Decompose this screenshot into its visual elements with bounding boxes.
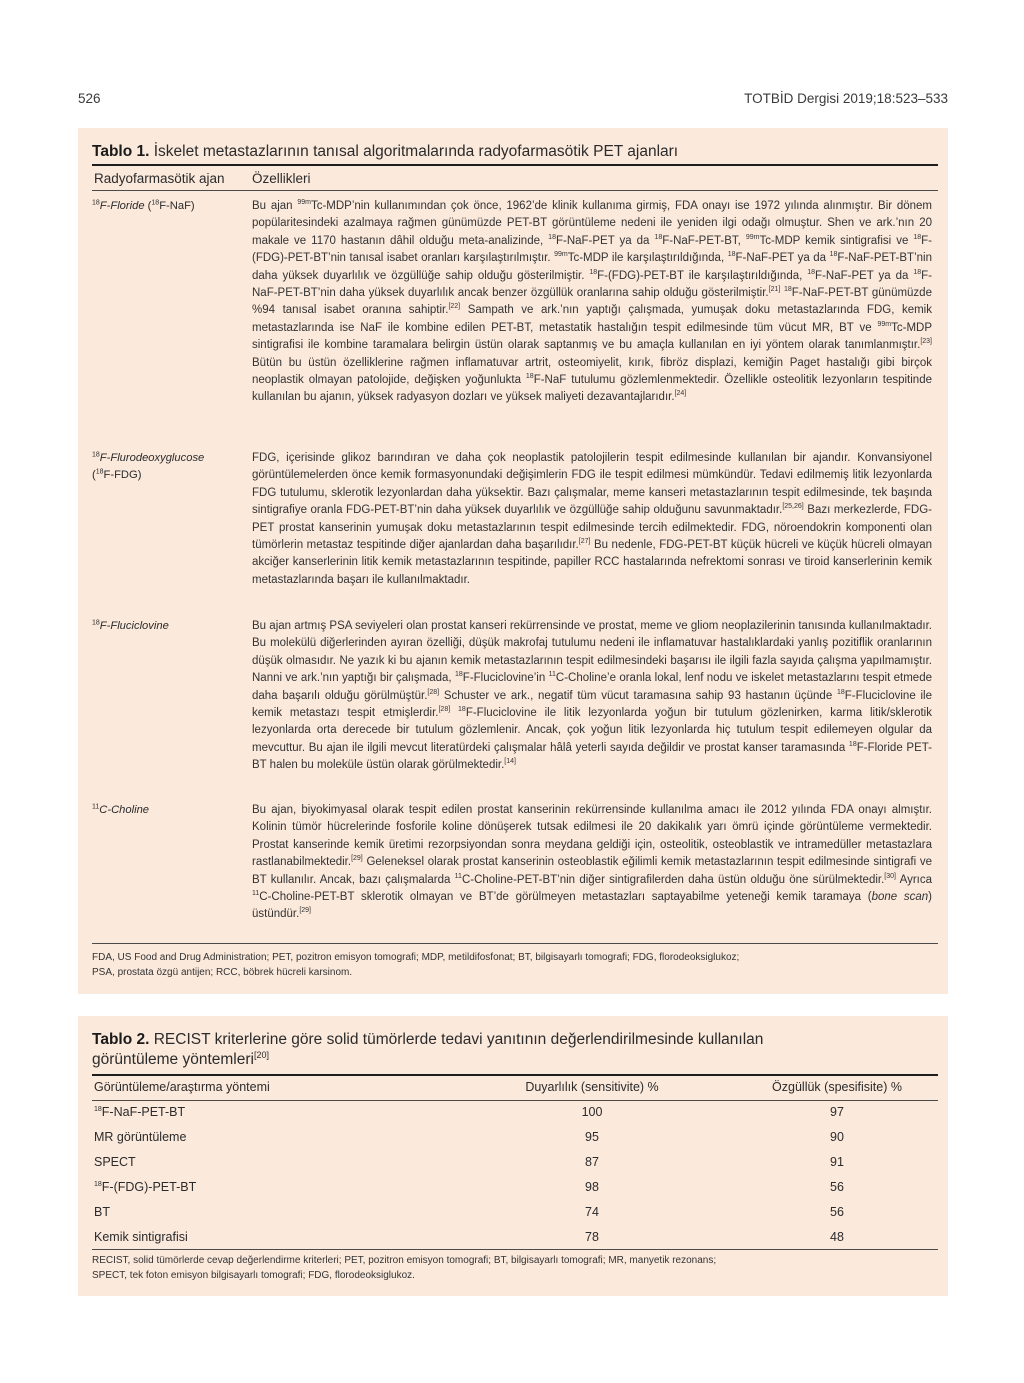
table-row-description: Bu ajan artmış PSA seviyeleri olan prostat kanseri rekürrensinde ve prostat, meme ve gliom neoplazilerinin tanısında kullanılmaktadır. Bu molekülü diğerlerinden ayıran özelliği, düşük makrofaj tutulumu nedeni ile inflamatuvar hastalıklardaki yanlış pozitiflik oranlarının düşük olmasıdır. Ne yazık ki bu ajanın kemik metastazlarının tespit edilmesindeki başarısı ile ilgili fazla sayıda çalışma yapılmamıştır. Nanni ve ark.’nın yaptığı bir çalışmada, $^{18}$F-Fluciclovine’in $^{11}$C-Choline’e oranla lokal, lenf nodu ve iskelet metastazlarını tespit etmede daha başarılı olduğu görülmüştür.[28] Schuster ve ark., negatif tüm vücut taramasına sahip 93 hastanın üçünde $^{18}$F-Fluciclovine ile kemik metastazı tespit etmişlerdir.[28] $^{18}$F-Fluciclovine ile litik lezyonlarda yoğun bir tutulum gözlenirken, karma litik/sklerotik lezyonlarda orta derecede bir tutulum gözlemlenir. Ancak, çok yoğun litik lezyonlarda hiç tutulum tespit edilemeyen olgular da mevcuttur. Bu ajan ile ilgili mevcut literatürdeki çalışmalar hâlâ yeterli sayıda değildir ve prostat kanser taramasında $^{18}$F-Floride PET-BT halen bu moleküle üstün olarak görülmektedir.[14] xyxy=(252,620,932,772)
table-cell-sensitivity: 78 xyxy=(585,1230,599,1244)
table-1-col-properties: Özellikleri xyxy=(252,171,311,186)
table-row-description: Bu ajan, biyokimyasal olarak tespit edilen prostat kanserinin rekürrensinde kullanılma amacı ile 2012 yılında FDA onayı almıştır. Kolinin tümör hücrelerinde fosforile koline dönüşerek tutsak edilmesi ile 20 dakikalık yarı ömrü içinde görüntüleme vermektedir. Prostat kanserinde kemik üretimi rezorpsiyondan sonra meydana geldiği için, osteolitik, osteoblastik ve intramedüller metastazlara rastlanabilmektedir.[29] Geleneksel olarak prostat kanserinin osteoblastik eğilimli kemik metastazlarının tespit edilmesinde sintigrafi ve BT kullanılır. Ancak, bazı çalışmalarda $^{11}$C-Choline-PET-BT’nin diğer sintigrafilerden daha üstün olduğu öne sürülmektedir.[30] Ayrıca $^{11}$C-Choline-PET-BT sklerotik olmayan ve BT’de görülmeyen metastazları saptayabilme yeteneği kemik taramaya (bone scan) üstündür.[29] xyxy=(252,804,932,921)
table-1-col-agent: Radyofarmasötik ajan xyxy=(94,171,225,186)
table-2 xyxy=(78,1016,948,1296)
table-1-footnote-line: PSA, prostata özgü antijen; RCC, böbrek hücreli karsinom. xyxy=(92,967,353,978)
table-2-footnote-line: RECIST, solid tümörlerde cevap değerlendirme kriterleri; PET, pozitron emisyon tomografi; BT, bilgisayarlı tomografi; MR, manyetik rezonans; xyxy=(92,1255,717,1266)
table-cell-sensitivity: 100 xyxy=(581,1105,603,1119)
table-2-caption-line-1: RECIST kriterlerine göre solid tümörlerde tedavi yanıtının değerlendirilmesinde kullanılan xyxy=(153,1031,764,1048)
table-1-header-rule xyxy=(92,190,938,191)
table-row-agent: $^{18}$F-Floride ($^{18}$F-NaF) xyxy=(92,199,195,212)
table-cell-method: $^{18}$F-(FDG)-PET-BT xyxy=(94,1180,197,1194)
table-2-label: Tablo 2. xyxy=(92,1031,150,1048)
table-row-description: FDG, içerisinde glikoz barındıran ve daha çok neoplastik patolojilerin tespit edilmesinde kullanılan bir ajandır. Konvansiyonel görüntülemelerden önce kemik formasyonundaki değişimlerin FDG ile tespit edilmesi mümkündür. Tedavi edilmemiş litik lezyonlarda FDG tutulumu, sklerotik lezyonlardan daha yüksektir. Bazı çalışmalar, meme kanseri metastazlarının tespit edilmesinde, tek başında sintigrafiye oranla FDG-PET-BT’nin daha yüksek duyarlılık ve özgüllüğe sahip olduğunu savunmaktadır.[25,26] Bazı merkezlerde, FDG-PET prostat kanserinin yumuşak doku metastazlarının tespit edilmesinde tercih edilmektedir. FDG, nöroendokrin komponenti olan tümörlerin metastaz tespitinde diğer ajanlardan daha başarılıdır.[27] Bu nedenle, FDG-PET-BT küçük hücreli ve küçük hücreli olmayan akciğer kanserlerinin litik kemik metastazlarının tespitinde, papiller RCC hastalarında nefrektomi sonrası ve tiroid kanserlerinin kemik metastazlarında başarı ile kullanılmaktadır. xyxy=(252,452,932,586)
table-cell-method: $^{18}$F-NaF-PET-BT xyxy=(94,1105,186,1119)
journal-citation: TOTBİD Dergisi 2019;18:523–533 xyxy=(744,91,948,106)
table-cell-specificity: 90 xyxy=(830,1130,844,1144)
table-2-caption-line-2: görüntüleme yöntemleri xyxy=(92,1051,254,1068)
running-head xyxy=(78,91,948,109)
table-2-footnote xyxy=(92,1253,938,1283)
table-2-col-sensitivity: Duyarlılık (sensitivite) % xyxy=(525,1080,659,1094)
table-cell-sensitivity: 87 xyxy=(585,1155,599,1169)
table-row xyxy=(92,1226,938,1251)
table-1 xyxy=(78,128,948,994)
table-1-footnote-line: FDA, US Food and Drug Administration; PET, pozitron emisyon tomografi; MDP, metildifosfonat; BT, bilgisayarlı tomografi; FDG, florodeoksiglukoz; xyxy=(92,952,740,963)
table-cell-method: BT xyxy=(94,1205,110,1219)
page-number: 526 xyxy=(78,91,101,106)
table-row xyxy=(92,1151,938,1176)
table-cell-method: Kemik sintigrafisi xyxy=(94,1230,188,1244)
table-2-bottom-rule xyxy=(92,1249,938,1250)
table-cell-sensitivity: 74 xyxy=(585,1205,599,1219)
table-1-label: Tablo 1. xyxy=(92,143,150,160)
table-2-col-specificity: Özgüllük (spesifisite) % xyxy=(772,1080,902,1094)
table-1-top-rule xyxy=(92,164,938,166)
table-row-agent: $^{18}$F-Flurodeoxyglucose ($^{18}$F-FDG) xyxy=(92,451,205,481)
table-1-title xyxy=(92,142,938,162)
table-cell-specificity: 48 xyxy=(830,1230,844,1244)
table-cell-sensitivity: 98 xyxy=(585,1180,599,1194)
table-2-footnote-line: SPECT, tek foton emisyon bilgisayarlı tomografi; FDG, florodeoksiglukoz. xyxy=(92,1270,415,1281)
table-2-col-method: Görüntüleme/araştırma yöntemi xyxy=(94,1080,270,1094)
table-cell-specificity: 91 xyxy=(830,1155,844,1169)
table-cell-specificity: 97 xyxy=(830,1105,844,1119)
table-2-reference: [20] xyxy=(253,1049,269,1060)
table-row-description: Bu ajan $^{99m}$Tc-MDP’nin kullanımından çok önce, 1962’de klinik kullanıma girmiş, FDA onayı ise 1972 yılında alınmıştır. Bir dönem popülaritesindeki azalmaya rağmen günümüzde PET-BT görüntüleme nedeni ile yeniden ilgi odağı olmuştur. Shen ve ark.’nın 20 makale ve 1170 hastanın dâhil olduğu meta-analizinde, $^{18}$F-NaF-PET ya da $^{18}$F-NaF-PET-BT, $^{99m}$Tc-MDP kemik sintigrafisi ve $^{18}$F-(FDG)-PET-BT’nin tanısal isabet oranları karşılaştırılmıştır. $^{99m}$Tc-MDP ile karşılaştırıldığında, $^{18}$F-NaF-PET ya da $^{18}$F-NaF-PET-BT’nin daha yüksek duyarlılık ve özgüllüğe sahip olduğu gösterilmiştir. $^{18}$F-(FDG)-PET-BT ile karşılaştırıldığında, $^{18}$F-NaF-PET ya da $^{18}$F-NaF-PET-BT’nin daha yüksek duyarlılık ancak benzer özgüllük oranlarına sahip olduğu gösterilmiştir.[21] $^{18}$F-NaF-PET-BT günümüzde %94 tanısal isabet oranına sahiptir.[22] Sampath ve ark.’nın yaptığı çalışmada, yumuşak doku metastazlarında FDG, kemik metastazlarında ise NaF ile kombine edilen PET-BT, metastatik hastalığın tespit edilmesinde tüm vücut MR, BT ve $^{99m}$Tc-MDP sintigrafisi ile kombine taramalara belirgin üstün olarak saptanmış ve bu amaçla kullanılan en iyi yöntem olarak tanımlanmıştır.[23] Bütün bu üstün özelliklerine rağmen inflamatuvar artrit, osteomiyelit, kırık, fibröz displazi, kemiğin Paget hastalığı gibi birçok neoplastik olmayan patolojide, değişken yoğunlukta $^{18}$F-NaF tutulumu gözlemlenmektedir. Özellikle osteolitik lezyonların tespitinde kullanılan bu ajanın, yüksek radyasyon dozları ve yüksek maliyeti dezavantajlarıdır.[24] xyxy=(252,199,933,404)
table-1-footnote xyxy=(92,950,938,980)
table-row xyxy=(92,1126,938,1151)
table-cell-specificity: 56 xyxy=(830,1205,844,1219)
table-row xyxy=(92,1201,938,1226)
table-cell-sensitivity: 95 xyxy=(585,1130,599,1144)
table-cell-specificity: 56 xyxy=(830,1180,844,1194)
table-row-agent: $^{11}$C-Choline xyxy=(92,803,150,816)
table-1-caption: İskelet metastazlarının tanısal algoritmalarında radyofarmasötik PET ajanları xyxy=(153,143,679,160)
table-1-bottom-rule xyxy=(92,943,938,944)
table-row xyxy=(92,1176,938,1201)
table-2-header xyxy=(92,1076,938,1101)
table-row-agent: $^{18}$F-Fluciclovine xyxy=(92,619,169,632)
table-row xyxy=(92,1101,938,1126)
table-cell-method: MR görüntüleme xyxy=(94,1130,187,1144)
table-2-title xyxy=(92,1030,938,1070)
table-cell-method: SPECT xyxy=(94,1155,136,1169)
